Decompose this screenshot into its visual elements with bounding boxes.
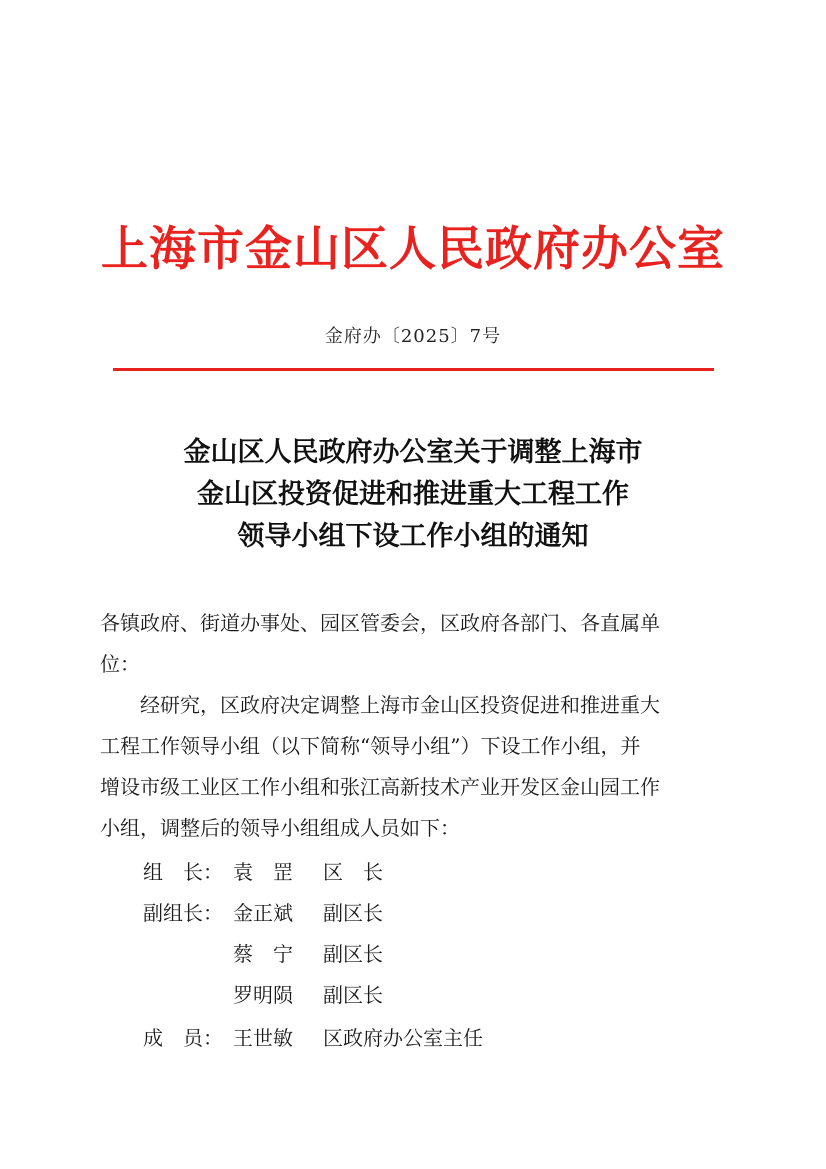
member-position: 副区长 <box>323 901 383 925</box>
member-name: 罗明陨 <box>233 983 293 1007</box>
member-name: 金正斌 <box>233 901 293 925</box>
member-row-deputy <box>143 898 383 928</box>
member-position: 副区长 <box>323 983 383 1007</box>
issuing-authority-header: 上海市金山区人民政府办公室 <box>101 222 725 277</box>
member-position: 区 长 <box>323 860 383 884</box>
document-title <box>0 432 826 558</box>
red-divider-line <box>113 368 714 371</box>
document-number: 金府办〔2025〕7号 <box>324 326 502 347</box>
member-name: 袁 罡 <box>233 860 293 884</box>
recipients-line-continued: 位： <box>100 652 140 676</box>
paragraph-line: 经研究，区政府决定调整上海市金山区投资促进和推进重大 <box>140 693 660 717</box>
paragraph-line: 小组，调整后的领导小组组成人员如下： <box>100 816 460 840</box>
member-role: 副组长： <box>143 901 223 925</box>
recipients-line: 各镇政府、街道办事处、园区管委会，区政府各部门、各直属单 <box>100 611 660 635</box>
title-line-3: 领导小组下设工作小组的通知 <box>237 521 589 552</box>
document-body <box>100 603 728 849</box>
member-row-deputy <box>143 939 383 969</box>
paragraph-line: 增设市级工业区工作小组和张江高新技术产业开发区金山园工作 <box>100 775 660 799</box>
member-row-deputy <box>143 980 383 1010</box>
title-line-2: 金山区投资促进和推进重大工程工作 <box>197 479 629 510</box>
member-name: 蔡 宁 <box>233 942 293 966</box>
member-name: 王世敏 <box>233 1026 293 1050</box>
title-line-1: 金山区人民政府办公室关于调整上海市 <box>183 437 643 468</box>
member-row-member <box>143 1023 483 1053</box>
member-position: 区政府办公室主任 <box>323 1026 483 1050</box>
member-role: 组 长： <box>143 860 223 884</box>
member-row-leader <box>143 857 383 887</box>
paragraph-line: 工程工作领导小组（以下简称“领导小组”）下设工作小组，并 <box>100 734 641 758</box>
member-position: 副区长 <box>323 942 383 966</box>
member-role: 成 员： <box>143 1026 223 1050</box>
